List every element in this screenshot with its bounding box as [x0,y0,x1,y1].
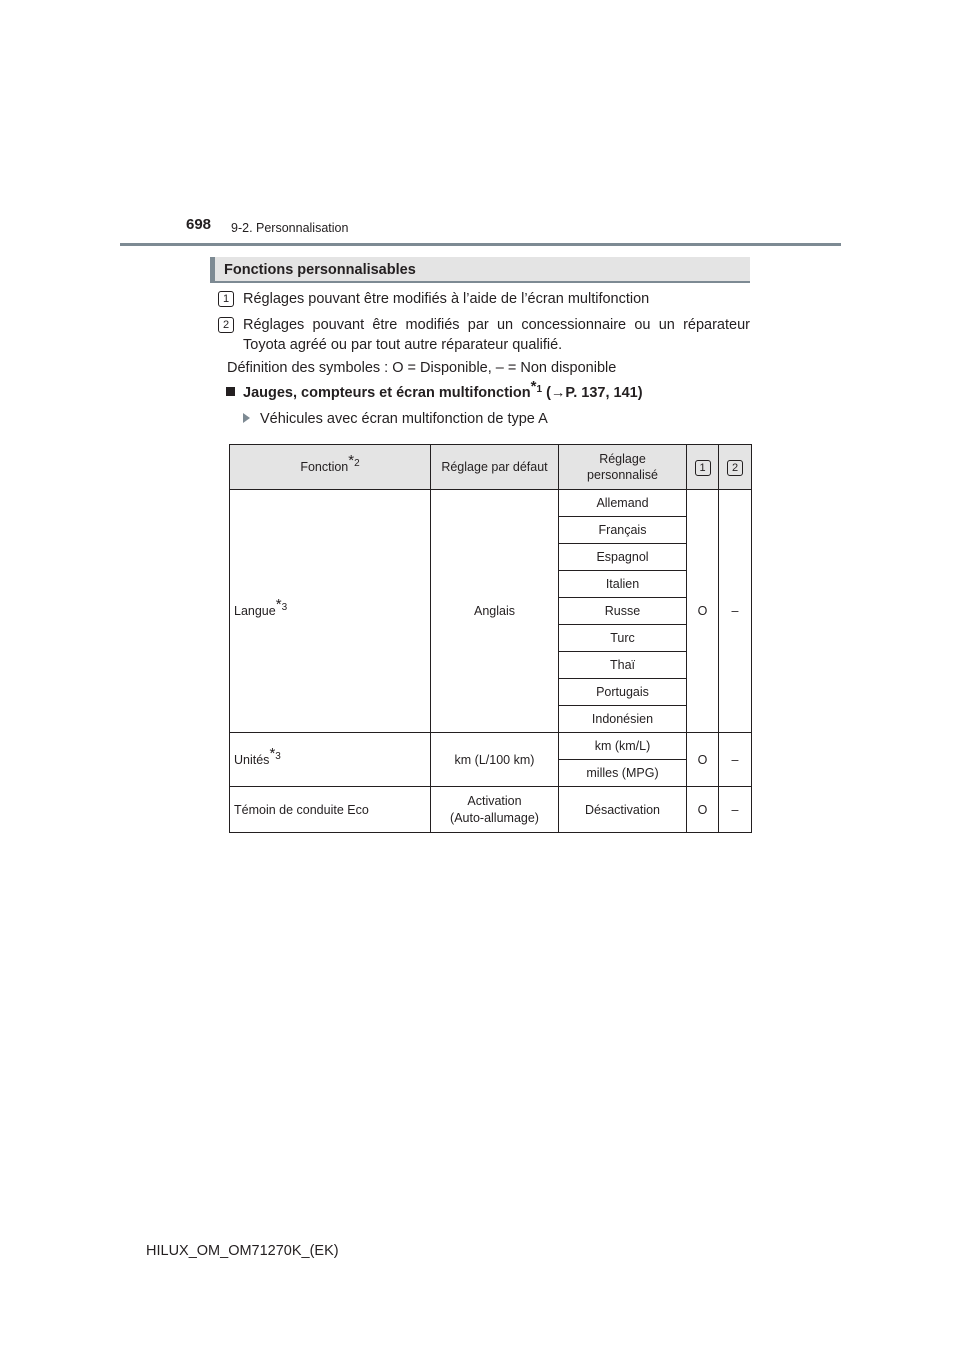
footer-code: HILUX_OM_OM71270K_(EK) [146,1243,339,1259]
square-bullet-icon [226,387,235,396]
page-number: 698 [186,216,212,233]
subheading-note: 1 [536,384,543,395]
heading-accent [210,257,215,281]
number-2-icon: 2 [218,317,234,333]
number-1-icon: 1 [218,291,234,307]
page-reference: (→P. 137, 141) [542,385,643,401]
cell-option: Italien [559,571,687,598]
subheading-text: Jauges, compteurs et écran multifonction [243,385,531,401]
settings-table [229,444,752,833]
cell-option: Allemand [559,490,687,517]
header-col-2 [719,445,752,490]
symbol-legend: Définition des symboles : O = Disponible, – = Non disponible [227,360,617,376]
cell-option: milles (MPG) [559,760,687,787]
cell-eco-default: Activation (Auto-allumage) [431,787,559,833]
table-row [230,490,752,517]
cell-option: Espagnol [559,544,687,571]
number-2-icon: 2 [727,460,743,476]
cell-eco-col2: – [719,787,752,833]
cell-language-default: Anglais [431,490,559,733]
variant-label [243,411,548,427]
section-heading-bar [210,257,750,283]
cell-option: Indonésien [559,706,687,733]
header-custom: Réglage personnalisé [559,445,687,490]
variant-text: Véhicules avec écran multifonction de type A [260,411,548,427]
cell-eco-custom: Désactivation [559,787,687,833]
cell-option: Thaï [559,652,687,679]
header-divider [120,243,841,246]
header-default: Réglage par défaut [431,445,559,490]
header-function: Fonction$^{*2}$ [230,445,431,490]
section-title: 9-2. Personnalisation [231,221,349,235]
cell-units-col1: O [687,733,719,787]
table-header-row [230,445,752,490]
table-row [230,733,752,760]
cell-option: Français [559,517,687,544]
subheading [226,378,643,401]
header-col-1 [687,445,719,490]
cell-language-label: Langue$^{*3}$ [230,490,431,733]
cell-language-col2: – [719,490,752,733]
cell-option: km (km/L) [559,733,687,760]
subheading-star: * [530,378,537,395]
cell-option: Russe [559,598,687,625]
cell-units-label: Unités$^{*3}$ [230,733,431,787]
section-heading: Fonctions personnalisables [224,262,416,278]
note-1-text: Réglages pouvant être modifiés à l’aide de l’écran multifonction [243,291,650,307]
cell-units-default: km (L/100 km) [431,733,559,787]
cell-eco-label: Témoin de conduite Eco [230,787,431,833]
cell-option: Portugais [559,679,687,706]
number-1-icon: 1 [695,460,711,476]
cell-language-col1: O [687,490,719,733]
note-2-text: Réglages pouvant être modifiés par un concessionnaire ou un réparateur Toyota agréé ou par tout autre réparateur qualifié. [243,317,750,353]
cell-eco-col1: O [687,787,719,833]
table-row [230,787,752,833]
cell-units-col2: – [719,733,752,787]
cell-option: Turc [559,625,687,652]
triangle-bullet-icon [243,413,250,423]
